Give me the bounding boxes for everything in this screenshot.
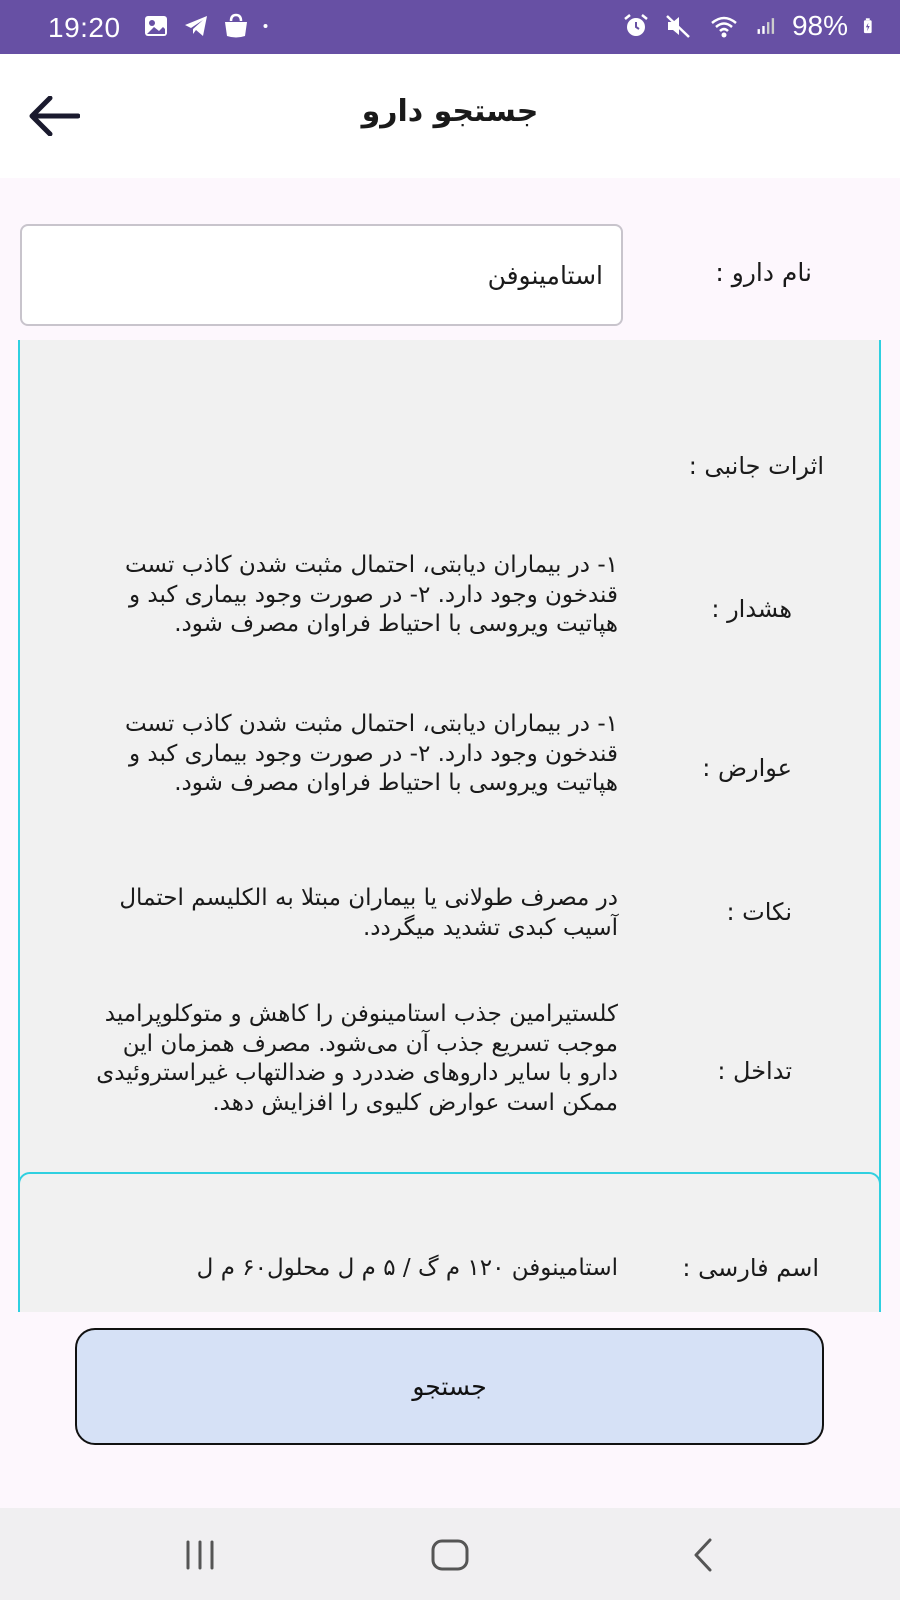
warning-label: هشدار : [711,595,792,623]
side-effects-label: اثرات جانبی : [688,452,824,480]
notes-value: در مصرف طولانی یا بیماران مبتلا به الکلیسم احتمال آسیب کبدی تشدید میگردد. [119,885,618,941]
warning-value: ۱- در بیماران دیابتی، احتمال مثبت شدن کاذب تست قندخون وجود دارد. ۲- در صورت وجود بیماری کبد و هپاتیت ویروسی با احتیاط فراوان مصرف شود. [124,552,618,637]
drug-info-card-2 [18,1172,881,1312]
notification-icons [142,12,276,40]
dot-icon [262,12,276,40]
drug-name-input[interactable] [20,224,623,326]
wifi-icon [706,12,742,40]
gallery-icon [142,12,170,40]
system-icons [622,10,880,42]
recents-button[interactable] [170,1530,230,1580]
alarm-icon [622,12,650,40]
drug-name-label: نام دارو : [715,258,812,287]
interactions-value: کلستیرامین جذب استامینوفن را کاهش و متوکلوپرامید موجب تسریع جذب آن می‌شود. مصرف همزمان این دارو با سایر داروهای ضددرد و ضدالتهاب غیراستروئیدی ممکن است عوارض کلیوی را افزایش دهد. [96,1001,618,1116]
home-icon [430,1537,470,1573]
nav-back-button[interactable] [673,1530,733,1580]
battery-level: 98% [791,10,848,41]
notes-label: نکات : [726,898,792,926]
interactions-label: تداخل : [717,1057,792,1085]
telegram-icon [182,12,210,40]
results-list[interactable] [0,340,900,1312]
mute-icon [664,12,692,40]
app-bar [0,54,900,178]
signal-icon [756,12,778,40]
battery-icon [862,12,880,40]
status-time: 19:20 [48,12,121,43]
drug-info-card [18,340,881,1312]
status-bar [0,0,900,54]
nav-back-icon [688,1537,718,1573]
home-button[interactable] [420,1530,480,1580]
complications-label: عوارض : [702,754,792,782]
persian-name-label: اسم فارسی : [682,1254,819,1282]
system-nav-bar [0,1508,900,1600]
complications-value: ۱- در بیماران دیابتی، احتمال مثبت شدن کاذب تست قندخون وجود دارد. ۲- در صورت وجود بیماری کبد و هپاتیت ویروسی با احتیاط فراوان مصرف شود. [124,711,618,796]
search-button[interactable]: جستجو [75,1328,824,1445]
page-title: جستجو دارو [361,94,539,129]
persian-name-value: استامینوفن ۱۲۰ م گ / ۵ م ل محلول۶۰ م ل [196,1255,618,1281]
recents-icon [180,1539,220,1571]
shop-icon [222,12,250,40]
